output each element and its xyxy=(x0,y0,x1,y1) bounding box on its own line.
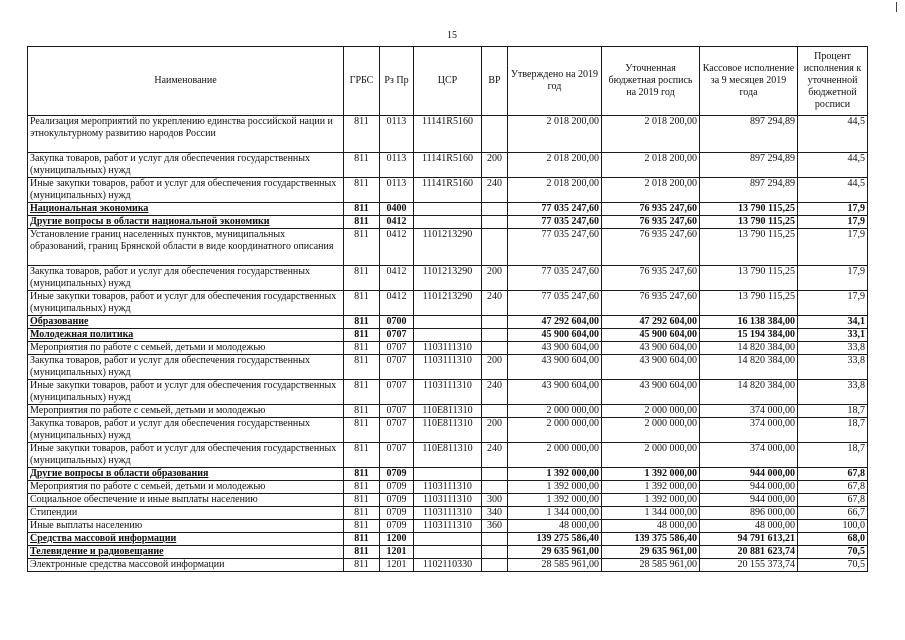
cell-name: Реализация мероприятий по укреплению единства российской нации и этнокультурному развитию народов России xyxy=(28,116,344,153)
cell-rzpr: 0113 xyxy=(380,116,414,153)
cell-grbs: 811 xyxy=(344,229,380,266)
cell-name: Иные закупки товаров, работ и услуг для обеспечения государственных (муниципальных) нужд xyxy=(28,443,344,468)
cell-rzpr: 0412 xyxy=(380,216,414,229)
cell-grbs: 811 xyxy=(344,546,380,559)
cell-approved: 43 900 604,00 xyxy=(508,342,602,355)
cell-csr xyxy=(414,316,482,329)
cell-revised: 76 935 247,60 xyxy=(602,216,700,229)
cell-grbs: 811 xyxy=(344,559,380,572)
cell-csr: 1102110330 xyxy=(414,559,482,572)
cell-name: Мероприятия по работе с семьей, детьми и молодежью xyxy=(28,405,344,418)
cell-name: Иные выплаты населению xyxy=(28,520,344,533)
cell-revised: 45 900 604,00 xyxy=(602,329,700,342)
cell-grbs: 811 xyxy=(344,329,380,342)
cell-cash: 374 000,00 xyxy=(700,405,798,418)
cell-percent: 44,5 xyxy=(798,116,868,153)
cell-rzpr: 0709 xyxy=(380,481,414,494)
col-header-csr: ЦСР xyxy=(414,47,482,116)
col-header-grbs: ГРБС xyxy=(344,47,380,116)
cell-csr: 11141R5160 xyxy=(414,116,482,153)
cell-grbs: 811 xyxy=(344,380,380,405)
cell-grbs: 811 xyxy=(344,507,380,520)
cell-name: Закупка товаров, работ и услуг для обеспечения государственных (муниципальных) нужд xyxy=(28,266,344,291)
cell-percent: 67,8 xyxy=(798,494,868,507)
cell-name: Средства массовой информации xyxy=(28,533,344,546)
cell-grbs: 811 xyxy=(344,116,380,153)
budget-execution-table xyxy=(27,46,868,572)
cell-approved: 2 018 200,00 xyxy=(508,178,602,203)
cell-rzpr: 0709 xyxy=(380,507,414,520)
cell-revised: 2 018 200,00 xyxy=(602,153,700,178)
cell-vr xyxy=(482,405,508,418)
cell-approved: 2 000 000,00 xyxy=(508,405,602,418)
cell-name: Социальное обеспечение и иные выплаты населению xyxy=(28,494,344,507)
cell-revised: 1 392 000,00 xyxy=(602,481,700,494)
cell-approved: 77 035 247,60 xyxy=(508,291,602,316)
cell-revised: 76 935 247,60 xyxy=(602,291,700,316)
cell-csr xyxy=(414,216,482,229)
cell-rzpr: 0113 xyxy=(380,153,414,178)
cell-approved: 48 000,00 xyxy=(508,520,602,533)
cell-vr: 200 xyxy=(482,153,508,178)
cell-grbs: 811 xyxy=(344,443,380,468)
col-header-percent: Процент исполнения к уточненной бюджетной росписи xyxy=(798,47,868,116)
cell-revised: 2 018 200,00 xyxy=(602,116,700,153)
cell-approved: 1 392 000,00 xyxy=(508,468,602,481)
table-row xyxy=(28,443,868,468)
cell-csr: 1101213290 xyxy=(414,229,482,266)
col-header-revised: Уточненная бюджетная роспись на 2019 год xyxy=(602,47,700,116)
cell-percent: 33,1 xyxy=(798,329,868,342)
cell-csr: 1101213290 xyxy=(414,266,482,291)
table-row xyxy=(28,153,868,178)
table-row xyxy=(28,316,868,329)
cell-revised: 43 900 604,00 xyxy=(602,355,700,380)
cell-cash: 13 790 115,25 xyxy=(700,203,798,216)
cell-percent: 67,8 xyxy=(798,468,868,481)
cell-percent: 17,9 xyxy=(798,216,868,229)
cell-approved: 2 018 200,00 xyxy=(508,116,602,153)
table-row xyxy=(28,559,868,572)
cell-cash: 896 000,00 xyxy=(700,507,798,520)
cell-csr: 110E811310 xyxy=(414,418,482,443)
cell-grbs: 811 xyxy=(344,533,380,546)
cell-vr: 200 xyxy=(482,266,508,291)
cell-cash: 897 294,89 xyxy=(700,178,798,203)
cell-revised: 29 635 961,00 xyxy=(602,546,700,559)
col-header-cash: Кассовое исполнение за 9 месяцев 2019 года xyxy=(700,47,798,116)
cell-percent: 67,8 xyxy=(798,481,868,494)
cell-rzpr: 0707 xyxy=(380,355,414,380)
cell-revised: 2 000 000,00 xyxy=(602,405,700,418)
cell-csr: 1101213290 xyxy=(414,291,482,316)
cell-cash: 48 000,00 xyxy=(700,520,798,533)
cell-vr: 360 xyxy=(482,520,508,533)
cell-cash: 15 194 384,00 xyxy=(700,329,798,342)
cell-cash: 13 790 115,25 xyxy=(700,229,798,266)
cell-csr: 11141R5160 xyxy=(414,178,482,203)
cell-percent: 18,7 xyxy=(798,418,868,443)
cell-vr: 240 xyxy=(482,380,508,405)
cell-revised: 1 392 000,00 xyxy=(602,494,700,507)
cell-revised: 28 585 961,00 xyxy=(602,559,700,572)
cell-rzpr: 0412 xyxy=(380,291,414,316)
cell-cash: 20 155 373,74 xyxy=(700,559,798,572)
cell-name: Закупка товаров, работ и услуг для обеспечения государственных (муниципальных) нужд xyxy=(28,153,344,178)
cell-name: Иные закупки товаров, работ и услуг для обеспечения государственных (муниципальных) нужд xyxy=(28,291,344,316)
cell-approved: 43 900 604,00 xyxy=(508,355,602,380)
cell-approved: 2 000 000,00 xyxy=(508,443,602,468)
cell-csr xyxy=(414,533,482,546)
cell-name: Телевидение и радиовещание xyxy=(28,546,344,559)
cell-grbs: 811 xyxy=(344,494,380,507)
cell-vr: 340 xyxy=(482,507,508,520)
cell-revised: 43 900 604,00 xyxy=(602,342,700,355)
cell-rzpr: 0707 xyxy=(380,342,414,355)
cell-revised: 76 935 247,60 xyxy=(602,229,700,266)
table-row xyxy=(28,507,868,520)
cell-csr: 1103111310 xyxy=(414,380,482,405)
cell-percent: 33,8 xyxy=(798,342,868,355)
cell-vr: 240 xyxy=(482,291,508,316)
cell-rzpr: 0707 xyxy=(380,380,414,405)
cell-revised: 76 935 247,60 xyxy=(602,203,700,216)
cell-approved: 43 900 604,00 xyxy=(508,380,602,405)
cell-percent: 70,5 xyxy=(798,546,868,559)
cell-grbs: 811 xyxy=(344,405,380,418)
table-row xyxy=(28,494,868,507)
cell-grbs: 811 xyxy=(344,153,380,178)
cell-csr: 1103111310 xyxy=(414,481,482,494)
cell-approved: 29 635 961,00 xyxy=(508,546,602,559)
cell-approved: 139 275 586,40 xyxy=(508,533,602,546)
cell-percent: 68,0 xyxy=(798,533,868,546)
cell-vr xyxy=(482,216,508,229)
table-row xyxy=(28,329,868,342)
cell-name: Национальная экономика xyxy=(28,203,344,216)
cell-percent: 17,9 xyxy=(798,291,868,316)
cell-csr xyxy=(414,468,482,481)
cell-rzpr: 0709 xyxy=(380,468,414,481)
table-row xyxy=(28,546,868,559)
cell-cash: 944 000,00 xyxy=(700,494,798,507)
cell-percent: 44,5 xyxy=(798,153,868,178)
cell-approved: 77 035 247,60 xyxy=(508,229,602,266)
cell-name: Образование xyxy=(28,316,344,329)
cell-revised: 48 000,00 xyxy=(602,520,700,533)
cell-percent: 34,1 xyxy=(798,316,868,329)
table-row xyxy=(28,291,868,316)
table-row xyxy=(28,178,868,203)
cell-rzpr: 0412 xyxy=(380,229,414,266)
cell-revised: 2 018 200,00 xyxy=(602,178,700,203)
scan-edge-mark xyxy=(896,2,897,12)
cell-csr xyxy=(414,329,482,342)
cell-vr xyxy=(482,468,508,481)
cell-percent: 17,9 xyxy=(798,266,868,291)
cell-grbs: 811 xyxy=(344,468,380,481)
cell-csr: 1103111310 xyxy=(414,355,482,380)
cell-rzpr: 0707 xyxy=(380,329,414,342)
table-row xyxy=(28,229,868,266)
table-row xyxy=(28,216,868,229)
cell-cash: 13 790 115,25 xyxy=(700,291,798,316)
cell-revised: 1 344 000,00 xyxy=(602,507,700,520)
cell-rzpr: 0707 xyxy=(380,443,414,468)
cell-approved: 77 035 247,60 xyxy=(508,216,602,229)
cell-cash: 16 138 384,00 xyxy=(700,316,798,329)
cell-grbs: 811 xyxy=(344,342,380,355)
cell-grbs: 811 xyxy=(344,418,380,443)
cell-percent: 18,7 xyxy=(798,405,868,418)
cell-revised: 139 375 586,40 xyxy=(602,533,700,546)
cell-csr xyxy=(414,546,482,559)
cell-approved: 2 000 000,00 xyxy=(508,418,602,443)
cell-csr: 110E811310 xyxy=(414,405,482,418)
cell-vr: 200 xyxy=(482,418,508,443)
table-row xyxy=(28,481,868,494)
cell-vr xyxy=(482,559,508,572)
cell-name: Иные закупки товаров, работ и услуг для обеспечения государственных (муниципальных) нужд xyxy=(28,380,344,405)
cell-name: Иные закупки товаров, работ и услуг для обеспечения государственных (муниципальных) нужд xyxy=(28,178,344,203)
cell-cash: 944 000,00 xyxy=(700,468,798,481)
cell-percent: 17,9 xyxy=(798,203,868,216)
cell-vr xyxy=(482,229,508,266)
cell-csr: 1103111310 xyxy=(414,507,482,520)
cell-cash: 944 000,00 xyxy=(700,481,798,494)
table-row xyxy=(28,533,868,546)
table-header xyxy=(28,47,868,116)
cell-rzpr: 1201 xyxy=(380,559,414,572)
cell-vr xyxy=(482,329,508,342)
cell-grbs: 811 xyxy=(344,355,380,380)
cell-percent: 18,7 xyxy=(798,443,868,468)
cell-vr xyxy=(482,546,508,559)
cell-name: Электронные средства массовой информации xyxy=(28,559,344,572)
cell-percent: 33,8 xyxy=(798,380,868,405)
cell-grbs: 811 xyxy=(344,178,380,203)
cell-vr xyxy=(482,116,508,153)
cell-vr xyxy=(482,481,508,494)
cell-revised: 2 000 000,00 xyxy=(602,418,700,443)
cell-percent: 66,7 xyxy=(798,507,868,520)
col-header-name: Наименование xyxy=(28,47,344,116)
cell-rzpr: 0412 xyxy=(380,266,414,291)
cell-rzpr: 0700 xyxy=(380,316,414,329)
cell-name: Молодежная политика xyxy=(28,329,344,342)
cell-percent: 33,8 xyxy=(798,355,868,380)
cell-percent: 70,5 xyxy=(798,559,868,572)
cell-rzpr: 1201 xyxy=(380,546,414,559)
cell-name: Закупка товаров, работ и услуг для обеспечения государственных (муниципальных) нужд xyxy=(28,418,344,443)
col-header-rzpr: Рз Пр xyxy=(380,47,414,116)
cell-vr: 300 xyxy=(482,494,508,507)
cell-vr: 240 xyxy=(482,178,508,203)
table-row xyxy=(28,342,868,355)
cell-cash: 374 000,00 xyxy=(700,418,798,443)
cell-csr: 1103111310 xyxy=(414,342,482,355)
cell-approved: 1 392 000,00 xyxy=(508,494,602,507)
cell-cash: 13 790 115,25 xyxy=(700,266,798,291)
cell-name: Мероприятия по работе с семьей, детьми и молодежью xyxy=(28,342,344,355)
cell-approved: 1 344 000,00 xyxy=(508,507,602,520)
cell-vr: 240 xyxy=(482,443,508,468)
table-row xyxy=(28,520,868,533)
cell-csr: 110E811310 xyxy=(414,443,482,468)
cell-grbs: 811 xyxy=(344,481,380,494)
cell-grbs: 811 xyxy=(344,216,380,229)
cell-vr xyxy=(482,203,508,216)
cell-approved: 77 035 247,60 xyxy=(508,266,602,291)
cell-revised: 76 935 247,60 xyxy=(602,266,700,291)
cell-name: Другие вопросы в области национальной экономики xyxy=(28,216,344,229)
cell-percent: 100,0 xyxy=(798,520,868,533)
cell-rzpr: 0113 xyxy=(380,178,414,203)
table-body xyxy=(28,116,868,572)
cell-name: Установление границ населенных пунктов, муниципальных образований, границ Брянской области в виде координатного описания xyxy=(28,229,344,266)
cell-rzpr: 0709 xyxy=(380,520,414,533)
cell-grbs: 811 xyxy=(344,291,380,316)
cell-cash: 897 294,89 xyxy=(700,116,798,153)
table-row xyxy=(28,355,868,380)
cell-approved: 45 900 604,00 xyxy=(508,329,602,342)
cell-percent: 44,5 xyxy=(798,178,868,203)
cell-revised: 47 292 604,00 xyxy=(602,316,700,329)
cell-rzpr: 0707 xyxy=(380,418,414,443)
table-row xyxy=(28,203,868,216)
cell-cash: 14 820 384,00 xyxy=(700,380,798,405)
cell-cash: 13 790 115,25 xyxy=(700,216,798,229)
table-row xyxy=(28,468,868,481)
table-row xyxy=(28,116,868,153)
cell-name: Другие вопросы в области образования xyxy=(28,468,344,481)
cell-revised: 43 900 604,00 xyxy=(602,380,700,405)
table-row xyxy=(28,418,868,443)
table-row xyxy=(28,380,868,405)
cell-grbs: 811 xyxy=(344,316,380,329)
cell-grbs: 811 xyxy=(344,266,380,291)
cell-approved: 2 018 200,00 xyxy=(508,153,602,178)
cell-cash: 20 881 623,74 xyxy=(700,546,798,559)
cell-name: Закупка товаров, работ и услуг для обеспечения государственных (муниципальных) нужд xyxy=(28,355,344,380)
cell-revised: 2 000 000,00 xyxy=(602,443,700,468)
cell-cash: 94 791 613,21 xyxy=(700,533,798,546)
cell-csr xyxy=(414,203,482,216)
cell-approved: 47 292 604,00 xyxy=(508,316,602,329)
cell-vr xyxy=(482,342,508,355)
cell-csr: 1103111310 xyxy=(414,520,482,533)
cell-csr: 11141R5160 xyxy=(414,153,482,178)
cell-approved: 1 392 000,00 xyxy=(508,481,602,494)
cell-revised: 1 392 000,00 xyxy=(602,468,700,481)
cell-name: Мероприятия по работе с семьей, детьми и молодежью xyxy=(28,481,344,494)
col-header-vr: ВР xyxy=(482,47,508,116)
cell-cash: 14 820 384,00 xyxy=(700,342,798,355)
cell-name: Стипендии xyxy=(28,507,344,520)
cell-grbs: 811 xyxy=(344,203,380,216)
page-number: 15 xyxy=(447,30,457,41)
cell-percent: 17,9 xyxy=(798,229,868,266)
cell-approved: 28 585 961,00 xyxy=(508,559,602,572)
cell-grbs: 811 xyxy=(344,520,380,533)
table-row xyxy=(28,266,868,291)
col-header-approved: Утверждено на 2019 год xyxy=(508,47,602,116)
cell-vr xyxy=(482,316,508,329)
cell-cash: 374 000,00 xyxy=(700,443,798,468)
cell-cash: 14 820 384,00 xyxy=(700,355,798,380)
cell-rzpr: 0707 xyxy=(380,405,414,418)
cell-vr: 200 xyxy=(482,355,508,380)
cell-approved: 77 035 247,60 xyxy=(508,203,602,216)
table-row xyxy=(28,405,868,418)
cell-vr xyxy=(482,533,508,546)
cell-rzpr: 0400 xyxy=(380,203,414,216)
cell-cash: 897 294,89 xyxy=(700,153,798,178)
cell-csr: 1103111310 xyxy=(414,494,482,507)
cell-rzpr: 0709 xyxy=(380,494,414,507)
cell-rzpr: 1200 xyxy=(380,533,414,546)
